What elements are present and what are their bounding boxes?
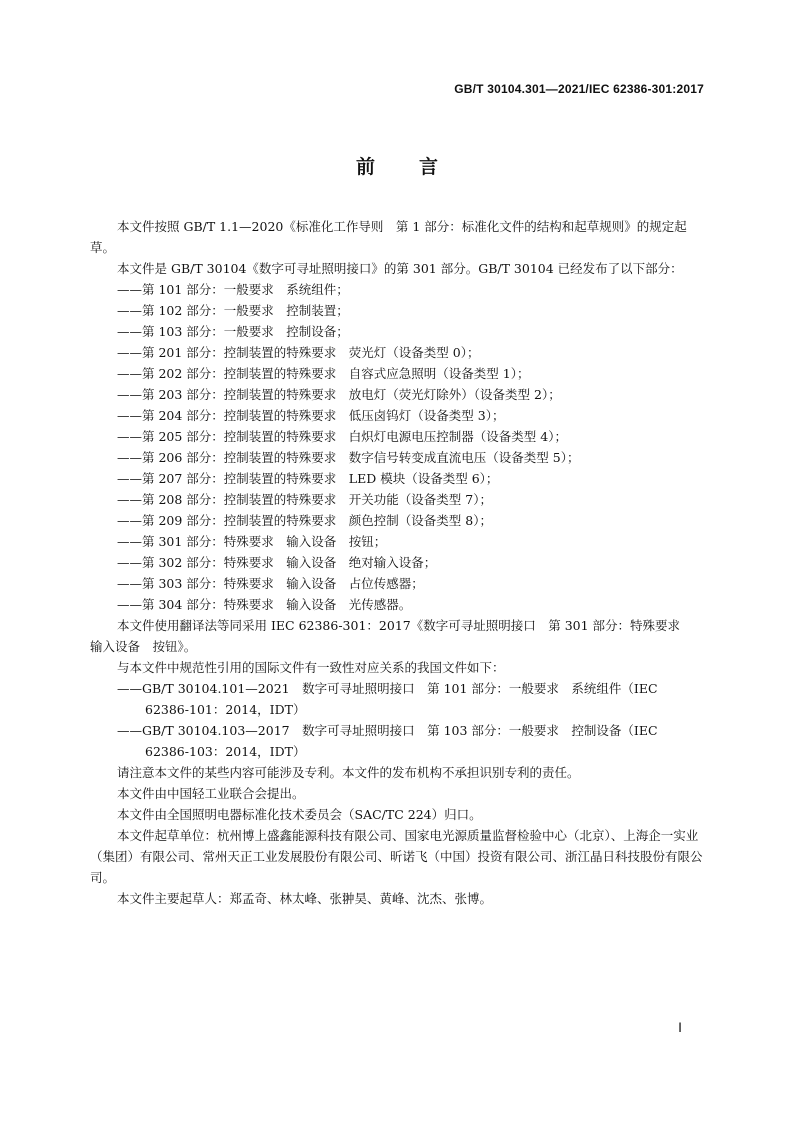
list-item: ——第 207 部分：控制装置的特殊要求 LED 模块（设备类型 6）；: [117, 471, 499, 486]
committee-paragraph: 本文件由全国照明电器标准化技术委员会（SAC/TC 224）归口。: [117, 807, 482, 822]
drafting-units-paragraph: 本文件起草单位：杭州博上盛鑫能源科技有限公司、国家电光源质量监督检验中心（北京）、上海企一实业（集团）有限公司、常州天正工业发展股份有限公司、昕诺飞（中国）投资有限公司、浙江晶日科技股份有限公司。: [90, 828, 703, 885]
list-item: ——第 301 部分：特殊要求 输入设备 按钮；: [117, 534, 387, 549]
list-item: ——第 304 部分：特殊要求 输入设备 光传感器。: [117, 597, 412, 612]
list-item: ——第 209 部分：控制装置的特殊要求 颜色控制（设备类型 8）；: [117, 513, 492, 528]
list-item: ——第 201 部分：控制装置的特殊要求 荧光灯（设备类型 0）；: [117, 345, 480, 360]
paragraph: 本文件是 GB/T 30104《数字可寻址照明接口》的第 301 部分。GB/T 30104 已经发布了以下部分：: [117, 261, 683, 276]
list-item: ——第 302 部分：特殊要求 输入设备 绝对输入设备；: [117, 555, 437, 570]
reference-item: ——GB/T 30104.103—2017 数字可寻址照明接口 第 103 部分：一般要求 控制设备（IEC 62386-103：2014，IDT）: [117, 723, 658, 759]
page-title: 前言: [355, 156, 482, 178]
proposer-paragraph: 本文件由中国轻工业联合会提出。: [117, 786, 305, 801]
list-item: ——第 208 部分：控制装置的特殊要求 开关功能（设备类型 7）；: [117, 492, 492, 507]
list-item: ——第 303 部分：特殊要求 输入设备 占位传感器；: [117, 576, 424, 591]
patent-notice: 请注意本文件的某些内容可能涉及专利。本文件的发布机构不承担识别专利的责任。: [117, 765, 580, 780]
list-item: ——第 202 部分：控制装置的特殊要求 自容式应急照明（设备类型 1）；: [117, 366, 530, 381]
reference-intro: 与本文件中规范性引用的国际文件有一致性对应关系的我国文件如下：: [117, 660, 505, 675]
list-item: ——第 102 部分：一般要求 控制装置；: [117, 303, 349, 318]
list-item: ——第 103 部分：一般要求 控制设备；: [117, 324, 349, 339]
paragraph: 本文件按照 GB/T 1.1—2020《标准化工作导则 第 1 部分：标准化文件的结构和起草规则》的规定起草。: [90, 219, 687, 255]
page-number: Ⅰ: [678, 1020, 682, 1035]
standard-number: GB/T 30104.301—2021/IEC 62386-301:2017: [454, 82, 704, 96]
reference-item: ——GB/T 30104.101—2021 数字可寻址照明接口 第 101 部分：一般要求 系统组件（IEC 62386-101：2014，IDT）: [117, 681, 658, 717]
list-item: ——第 205 部分：控制装置的特殊要求 白炽灯电源电压控制器（设备类型 4）；: [117, 429, 567, 444]
drafters-paragraph: 本文件主要起草人：郑孟奇、林太峰、张翀昊、黄峰、沈杰、张博。: [117, 891, 493, 906]
parts-list: [90, 279, 704, 615]
list-item: ——第 203 部分：控制装置的特殊要求 放电灯（荧光灯除外）（设备类型 2）；: [117, 387, 561, 402]
list-item: ——第 204 部分：控制装置的特殊要求 低压卤钨灯（设备类型 3）；: [117, 408, 505, 423]
list-item: ——第 206 部分：控制装置的特殊要求 数字信号转变成直流电压（设备类型 5）；: [117, 450, 580, 465]
adoption-paragraph: 本文件使用翻译法等同采用 IEC 62386-301：2017《数字可寻址照明接口 第 301 部分：特殊要求 输入设备 按钮》。: [90, 618, 693, 654]
reference-list: [90, 678, 704, 762]
list-item: ——第 101 部分：一般要求 系统组件；: [117, 282, 349, 297]
document-body: [90, 216, 704, 909]
